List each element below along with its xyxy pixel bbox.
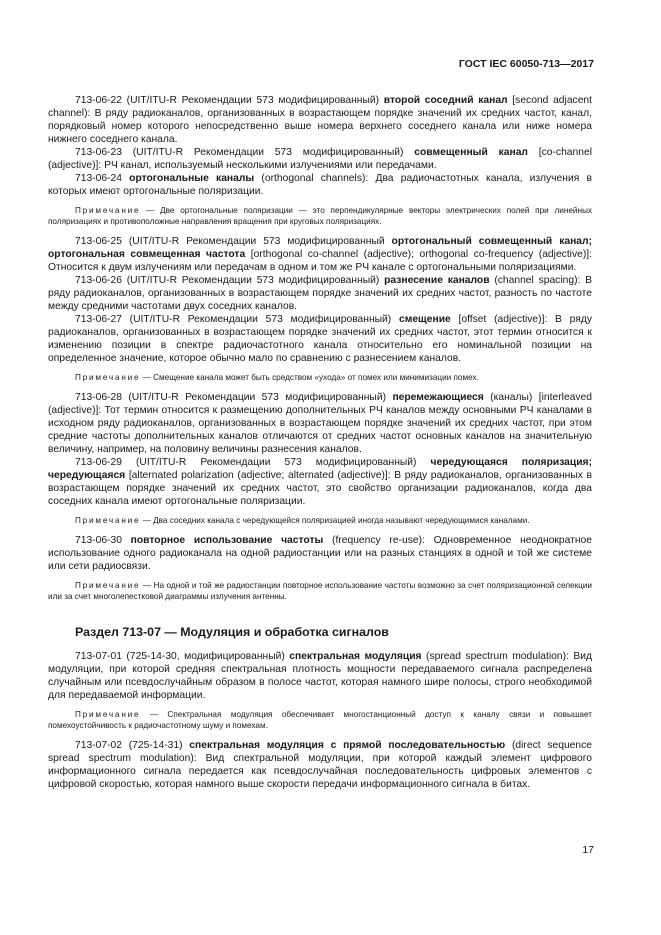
note-text: — На одной и той же радиостанции повторное использование частоты возможно за счет поляризационной селекции или за счет многолепестковой диаграммы излучения антенны. (48, 581, 592, 601)
term-name: ортогональный совмещенный канал; ортогональная совмещенная частота (48, 236, 592, 260)
paragraph-text: 713-07-02 (725-14-31) (75, 740, 190, 751)
term-paragraph (48, 391, 592, 456)
paragraph-text: [offset (adjective)]: В ряду радиоканалов, организованных в возрастающем порядке значений их средних частот, этот термин относится к изменению позиции в спектре радиочастотного канала относительно его номинальной позиции на определенное значение, которое обычно мало по сравнению с разнесением каналов. (48, 314, 593, 364)
note-paragraph (48, 205, 592, 227)
paragraph-text: [alternated polarization (adjective; alternated (adjective)]: В ряду радиоканалов, организованных в возрастающем порядке значений их средних частот, это свойство организации радиоканалов, когда два соседних канала имеют ортогональные поляризации. (48, 470, 592, 507)
term-paragraph (48, 94, 592, 146)
note-text: — Две ортогональные поляризации — это перпендикулярные векторы электрических полей при линейных поляризациях и противоположные направления вращения при круговых поляризациях. (48, 206, 592, 226)
note-paragraph (48, 515, 592, 526)
note-paragraph (48, 709, 592, 731)
note-label: Примечание (75, 373, 141, 382)
paragraph-text: 713-06-22 (UIT/ITU-R Рекомендации 573 модифицированный) (75, 95, 384, 106)
term-name: разнесение каналов (384, 275, 490, 286)
term-name: чередующаяся поляризация; чередующаяся (48, 457, 592, 481)
paragraph-text: [co-channel (adjective)]: РЧ канал, используемый несколькими излучениями или передачами. (48, 147, 592, 171)
term-name: повторное использование частоты (130, 535, 324, 546)
paragraph-text: 713-06-25 (UIT/ITU-R Рекомендации 573 модифицированный (75, 236, 392, 247)
note-label: Примечание (75, 710, 141, 719)
term-name: второй соседний канал (383, 95, 508, 106)
paragraph-text: (spread spectrum modulation): Вид модуляции, при которой средняя спектральная плотность мощности передаваемого сигнала распределена случайным или псевдослучайным образом в полосе частот, которая намного шире полосы, строго необходимой для передаваемой информации. (48, 651, 592, 701)
note-text: — Спектральная модуляция обеспечивает многостанционный доступ к каналу связи и повышает помехоустойчивость к радиочастотному шуму и помехам. (48, 710, 592, 730)
paragraph-text: 713-06-30 (75, 535, 131, 546)
term-paragraph (48, 172, 592, 198)
paragraph-text: 713-06-24 (75, 173, 130, 184)
page-number: 17 (582, 844, 594, 856)
term-paragraph (48, 313, 592, 365)
paragraph-text: 713-06-29 (UIT/ITU-R Рекомендации 573 модифицированный) (75, 457, 431, 468)
term-paragraph (48, 534, 592, 573)
term-paragraph (48, 274, 592, 313)
term-name: спектральная модуляция с прямой последовательностью (189, 740, 506, 751)
note-paragraph (48, 372, 592, 383)
paragraph-text: (direct sequence spread spectrum modulation): Вид спектральной модуляции, при которой каждый элемент цифрового информационного сигнала передается как псевдослучайная последовательность цифровых элементов с цифровой скоростью, которая намного выше скорости передачи информационного сигнала в битах. (48, 740, 592, 790)
paragraph-text: 713-06-23 (UIT/ITU-R Рекомендации 573 модифицированный) (75, 147, 415, 158)
term-paragraph (48, 146, 592, 172)
paragraph-text: 713-06-28 (UIT/ITU-R Рекомендации 573 модифицированный) (75, 392, 393, 403)
term-name: смещение (398, 314, 451, 325)
term-name: перемежающиеся (392, 392, 484, 403)
paragraph-text: (channel spacing): В ряду радиоканалов, организованных в возрастающем порядке значений их средних частот, разность по частоте между средними частотами двух соседних каналов. (48, 275, 593, 312)
term-name: спектральная модуляция (289, 651, 422, 662)
term-name: совмещенный канал (414, 147, 528, 158)
term-paragraph (48, 235, 592, 274)
term-paragraph (48, 456, 592, 508)
term-paragraph (48, 739, 592, 791)
note-text: — Смещение канала может быть средством «ухода» от помех или минимизации помех. (140, 373, 479, 382)
section-heading: Раздел 713-07 — Модуляция и обработка сигналов (75, 625, 389, 639)
term-name: ортогональные каналы (129, 173, 255, 184)
paragraph-text: (frequency re-use): Одновременное неоднократное использование одного радиоканала на одной радиостанции или на разных станциях в одной и той же системе или сети радиосвязи. (48, 535, 593, 572)
note-label: Примечание (75, 516, 141, 525)
paragraph-text: 713-06-27 (UIT/ITU-R Рекомендации 573 модифицированный) (75, 314, 399, 325)
paragraph-text: [second adjacent channel): В ряду радиоканалов, организованных в возрастающем порядке значений их средних частот, канал, порядковый номер которого непосредственно выше номера верхнего соседнего канала или ниже номера нижнего соседнего канала. (48, 95, 593, 145)
paragraph-text: 713-07-01 (725-14-30, модифицированный) (75, 651, 290, 662)
term-paragraph (48, 650, 592, 702)
paragraph-text: (каналы) [interleaved (adjective)]: Тот термин относится к размещению дополнительных РЧ каналов между основными РЧ каналами в исходном ряду радиоканалов, организованных в возрастающем порядке значений их средних частот, при этом средние частоты дополнительных каналов отличаются от средних частот основных каналов на значительную величину, например, на половину величины разнесения каналов. (48, 392, 593, 455)
note-label: Примечание (75, 581, 141, 590)
standard-designation: ГОСТ IEC 60050-713—2017 (458, 58, 594, 70)
paragraph-text: (orthogonal channels): Два радиочастотных канала, излучения в которых имеют ортогональные поляризации. (48, 173, 592, 197)
note-paragraph (48, 580, 592, 602)
note-label: Примечание (75, 206, 141, 215)
document-body (48, 94, 592, 791)
paragraph-text: [orthogonal co-channel (adjective); orthogonal co-frequency (adjective)]: Относится к двум излучениям или передачам в одном и том же РЧ канале с ортогональными поляризациями. (48, 249, 592, 273)
note-text: — Два соседних канала с чередующейся поляризацией иногда называют чередующимися каналами. (140, 516, 530, 525)
paragraph-text: 713-06-26 (UIT/ITU-R Рекомендации 573 модифицированный) (75, 275, 385, 286)
